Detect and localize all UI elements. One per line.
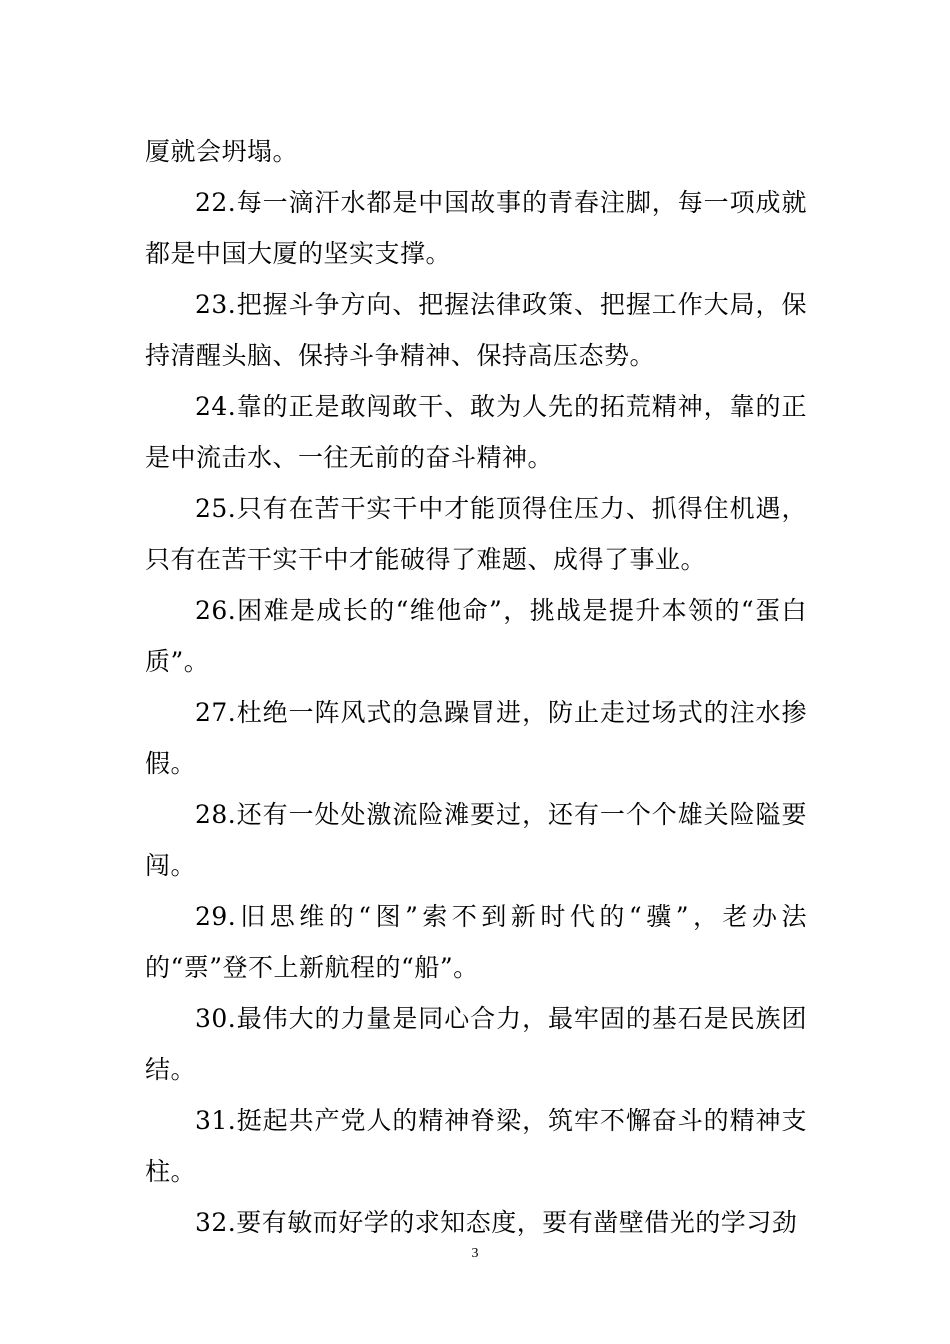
paragraph-23: 23.把握斗争方向、把握法律政策、把握工作大局，保持清醒头脑、保持斗争精神、保持高压态势。 bbox=[145, 290, 807, 370]
paragraph-22: 22.每一滴汗水都是中国故事的青春注脚，每一项成就都是中国大厦的坚实支撑。 bbox=[145, 188, 807, 268]
page-number: 3 bbox=[471, 1246, 479, 1261]
paragraph-27: 27.杜绝一阵风式的急躁冒进，防止走过场式的注水掺假。 bbox=[145, 698, 807, 778]
paragraph-26: 26.困难是成长的“维他命”，挑战是提升本领的“蛋白质”。 bbox=[145, 596, 807, 676]
paragraph-29: 29.旧思维的“图”索不到新时代的“骥”，老办法的“票”登不上新航程的“船”。 bbox=[145, 902, 807, 982]
paragraph-25: 25.只有在苦干实干中才能顶得住压力、抓得住机遇，只有在苦干实干中才能破得了难题、成得了事业。 bbox=[145, 494, 807, 574]
paragraph-32: 32.要有敏而好学的求知态度，要有凿壁借光的学习劲 bbox=[195, 1208, 798, 1237]
paragraph-24: 24.靠的正是敢闯敢干、敢为人先的拓荒精神，靠的正是中流击水、一往无前的奋斗精神。 bbox=[145, 392, 807, 472]
paragraph-28: 28.还有一处处激流险滩要过，还有一个个雄关险隘要闯。 bbox=[145, 800, 807, 880]
body-text bbox=[145, 126, 807, 1248]
paragraph-31: 31.挺起共产党人的精神脊梁，筑牢不懈奋斗的精神支柱。 bbox=[145, 1106, 807, 1186]
paragraph-30: 30.最伟大的力量是同心合力，最牢固的基石是民族团结。 bbox=[145, 1004, 807, 1084]
paragraph-continuation: 厦就会坍塌。 bbox=[145, 137, 299, 166]
